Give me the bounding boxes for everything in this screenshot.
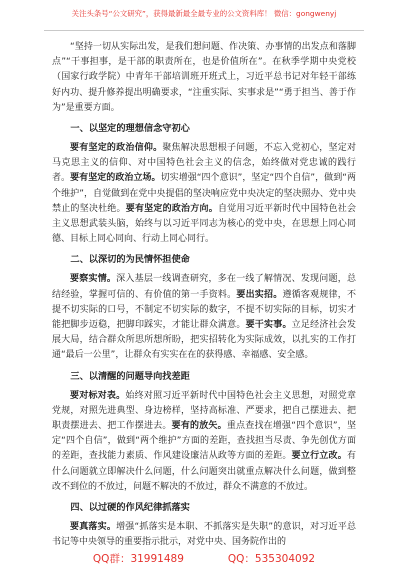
- s2-point-2-title: 要出实招。: [236, 289, 283, 300]
- s3-point-1-title: 要对标对表。: [70, 390, 126, 401]
- s3-point-1-text: 始终对照习近平新时代中国特色社会主义思想，对照党章党规，对照先进典型、身边榜样，坚持高标准、严要求，把自己摆进去、把职责摆进去、把工作摆进去。: [52, 390, 356, 432]
- s3-point-2-text: 重点查找在增强“四个意识”，坚定“四个自信”，做到“两个维护”方面的差距，查找担当尽责、争先创优方面的差距，查找能力素质、作风建设廉洁从政等方面的差距。: [52, 421, 356, 462]
- section-4-heading: 四、以过硬的作风纪律抓落实: [70, 502, 190, 514]
- s3-point-3-title: 要立行立改。: [291, 451, 347, 462]
- s1-point-2-title: 要有坚定的政治立场。: [70, 173, 161, 184]
- section-1-paragraph: [52, 141, 356, 247]
- s4-point-1-title: 要真落实。: [70, 522, 117, 533]
- document-body: [52, 40, 356, 551]
- s2-point-2-text: 遵循客观规律，不提不切实际的口号，不制定不切实际的数字，不提不切实际的目标，切实才能把脚步迈稳，把脚印踩实，才能让群众满意。: [52, 289, 356, 331]
- s1-point-1-title: 要有坚定的政治信仰。: [70, 143, 163, 154]
- intro-paragraph: “坚持一切从实际出发，是我们想问题、作决策、办事情的出发点和落脚点”“干事担事，是干部的职责所在，也是价值所在”。在秋季学期中央党校（国家行政学院）中青年干部培训班开班式上，习近平总书记对年轻干部练好内功、提升修养提出明确要求，“注重实际、实事求是”“勇于担当、善于作为”是重要方面。: [52, 42, 356, 113]
- header-divider: [44, 30, 364, 31]
- s2-point-3-title: 要干实事。: [245, 320, 292, 331]
- s1-point-3-text: 自觉用习近平新时代中国特色社会主义思想武装头脑，始终与以习近平同志为核心的党中央，在思想上同心同德、目标上同心同向、行动上同心同行。: [52, 203, 356, 245]
- section-3-paragraph: [52, 389, 356, 495]
- section-1-heading: 一、以坚定的理想信念守初心: [70, 123, 190, 135]
- s2-point-1-title: 要察实情。: [70, 274, 117, 285]
- s2-point-3-text: 立足经济社会发展大局，结合群众所思所想所盼，把实招转化为实际成效，以扎实的工作打通“最后一公里”，让群众有实实在在的获得感、幸福感、安全感。: [52, 320, 356, 361]
- footer-qq-number: QQ：535304092: [227, 553, 316, 565]
- footer-contact: [0, 551, 408, 571]
- s2-point-1-text: 深入基层一线调查研究，多在一线了解情况、发现问题，总结经验，掌握可信的、有价值的第一手资料。: [52, 274, 356, 300]
- s1-point-3-title: 要有坚定的政治方向。: [125, 203, 218, 214]
- s3-point-3-text: 有什么问题就立即解决什么问题，什么问题突出就重点解决什么问题，做到整改不到位的不放过，问题不解决的不放过，群众不满意的不放过。: [52, 451, 356, 492]
- s1-point-2-text: 切实增强“四个意识”，坚定“四个自信”，做到“两个维护”，自觉做到在党中央提倡的坚决响应党中央决定的坚决照办、党中央禁止的坚决杜绝。: [52, 173, 356, 214]
- section-2-paragraph: [52, 272, 356, 363]
- section-4-paragraph: [52, 520, 356, 550]
- header-banner: 关注头条号“公文研究”，获得最新最全最专业的公文资料库！ 微信：gongwenyj: [71, 9, 337, 18]
- section-3-heading: 三、以清醒的问题导向找差距: [70, 370, 190, 382]
- s1-point-1-text: 聚焦解决思想根子问题，不忘入党初心，坚定对马克思主义的信仰、对中国特色社会主义的信念，始终做对党忠诚的践行者。: [52, 143, 356, 184]
- s4-point-1-text: 增强“抓落实是本职、不抓落实是失职”的意识，对习近平总书记等中央领导的重要指示批示，对党中央、国务院作出的: [52, 522, 356, 548]
- s3-point-2-title: 要有的放矢。: [171, 421, 227, 432]
- footer-qq-group: QQ群：31991489: [92, 553, 184, 565]
- section-2-heading: 二、以深切的为民情怀担使命: [70, 254, 190, 266]
